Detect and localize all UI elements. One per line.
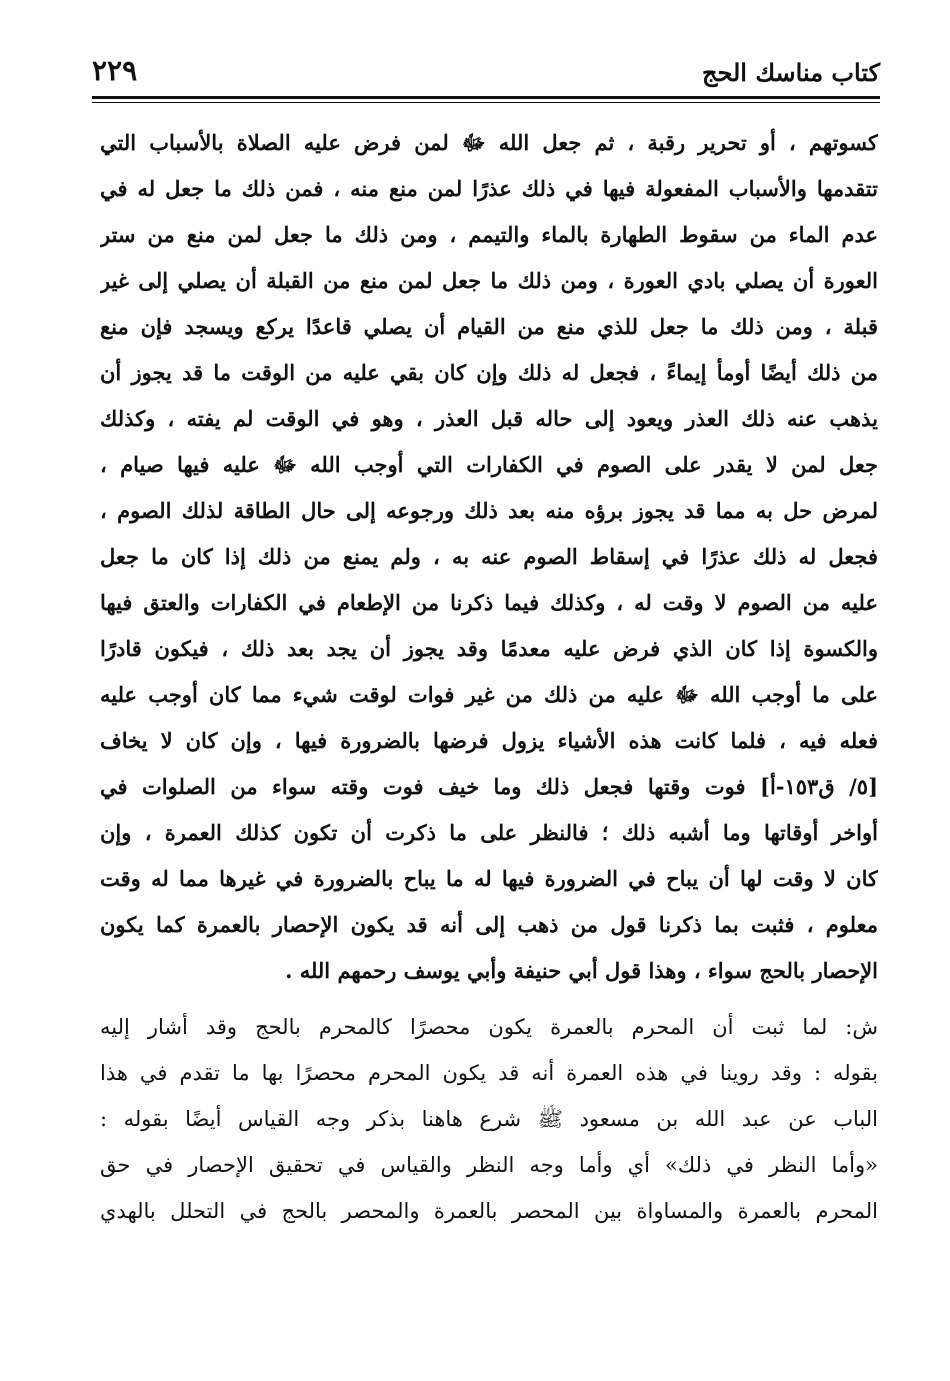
text-line: من ذلك أيضًا أومأ إيماءً ، فجعل له ذلك وإن كان بقي عليه من الوقت ما قد يجوز أن: [100, 360, 878, 385]
page-body: [100, 120, 878, 1234]
commentary-block: [100, 1004, 878, 1234]
text-line: عليه من الصوم لا وقت له ، وكذلك فيما ذكرنا من الإطعام في الكفارات والعتق فيها: [100, 590, 878, 615]
page-number: ٢٢٩: [92, 54, 138, 87]
text-line: «وأما النظر في ذلك» أي وأما وجه النظر والقياس في تحقيق الإحصار في حق: [100, 1153, 878, 1177]
text-line: الإحصار بالحج سواء ، وهذا قول أبي حنيفة وأبي يوسف رحمهم الله .: [285, 958, 878, 983]
text-line: معلوم ، فثبت بما ذكرنا قول من ذهب إلى أنه قد يكون الإحصار بالعمرة كما يكون: [100, 912, 878, 937]
text-line: كان لا وقت لها أن يباح في الضرورة فيها له ما يباح بالضرورة في غيرها مما له وقت: [100, 866, 878, 891]
page-header: [92, 52, 880, 92]
text-line: المحرم بالعمرة والمساواة بين المحصر بالعمرة والمحصر بالحج في التحلل بالهدي: [100, 1199, 878, 1223]
text-line: الباب عن عبد الله بن مسعود ﷺ شرع هاهنا بذكر وجه القياس أيضًا بقوله :: [100, 1107, 878, 1131]
quoted-text-block: [100, 120, 878, 994]
text-line: ش: لما ثبت أن المحرم بالعمرة يكون محصرًا كالمحرم بالحج وقد أشار إليه: [100, 1015, 878, 1039]
text-line: [٥/ ق١٥٣-أ] فوت وقتها فجعل ذلك وما خيف فوت وقته سواء من الصلوات في: [100, 774, 878, 799]
header-rule-thin: [92, 102, 880, 103]
text-line: أواخر أوقاتها وما أشبه ذلك ؛ فالنظر على ما ذكرت أن تكون كذلك العمرة ، وإن: [100, 820, 878, 845]
text-line: على ما أوجب الله ﷻ عليه من ذلك من غير فوات لوقت شيء مما كان أوجب عليه: [100, 682, 878, 707]
text-line: لمرض حل به مما قد يجوز برؤه منه بعد ذلك ورجوعه إلى حال الطاقة لذلك الصوم ،: [100, 498, 878, 523]
text-line: فجعل له ذلك عذرًا في إسقاط الصوم عنه به ، ولم يمنع من ذلك إذا كان ما جعل: [100, 544, 878, 569]
text-line: بقوله : وقد روينا في هذه العمرة أنه قد يكون المحرم محصرًا بها ما تقدم في هذا: [100, 1061, 878, 1085]
text-line: تتقدمها والأسباب المفعولة فيها في ذلك عذرًا لمن منع منه ، فمن ذلك ما جعل له في: [100, 176, 878, 201]
text-line: قبلة ، ومن ذلك ما جعل للذي منع من القيام أن يصلي قاعدًا يركع ويسجد فإن منع: [100, 314, 878, 339]
text-line: والكسوة إذا كان الذي فرض عليه معدمًا وقد يجوز أن يجد بعد ذلك ، فيكون قادرًا: [100, 636, 878, 661]
text-line: يذهب عنه ذلك العذر ويعود إلى حاله قبل العذر ، وهو في الوقت لم يفته ، وكذلك: [100, 406, 878, 431]
text-line: كسوتهم ، أو تحرير رقبة ، ثم جعل الله ﷻ لمن فرض عليه الصلاة بالأسباب التي: [100, 130, 878, 155]
text-line: عدم الماء من سقوط الطهارة بالماء والتيمم ، ومن ذلك ما جعل لمن منع من ستر: [100, 222, 878, 247]
text-line: فعله فيه ، فلما كانت هذه الأشياء يزول فرضها بالضرورة فيها ، وإن كان لا يخاف: [100, 728, 878, 753]
running-title: كتاب مناسك الحج: [702, 58, 880, 87]
header-rule-thick: [92, 96, 880, 99]
text-line: جعل لمن لا يقدر على الصوم في الكفارات التي أوجب الله ﷻ عليه فيها صيام ،: [100, 452, 878, 477]
text-line: العورة أن يصلي بادي العورة ، ومن ذلك ما جعل لمن منع من القبلة أن يصلي إلى غير: [100, 268, 878, 293]
